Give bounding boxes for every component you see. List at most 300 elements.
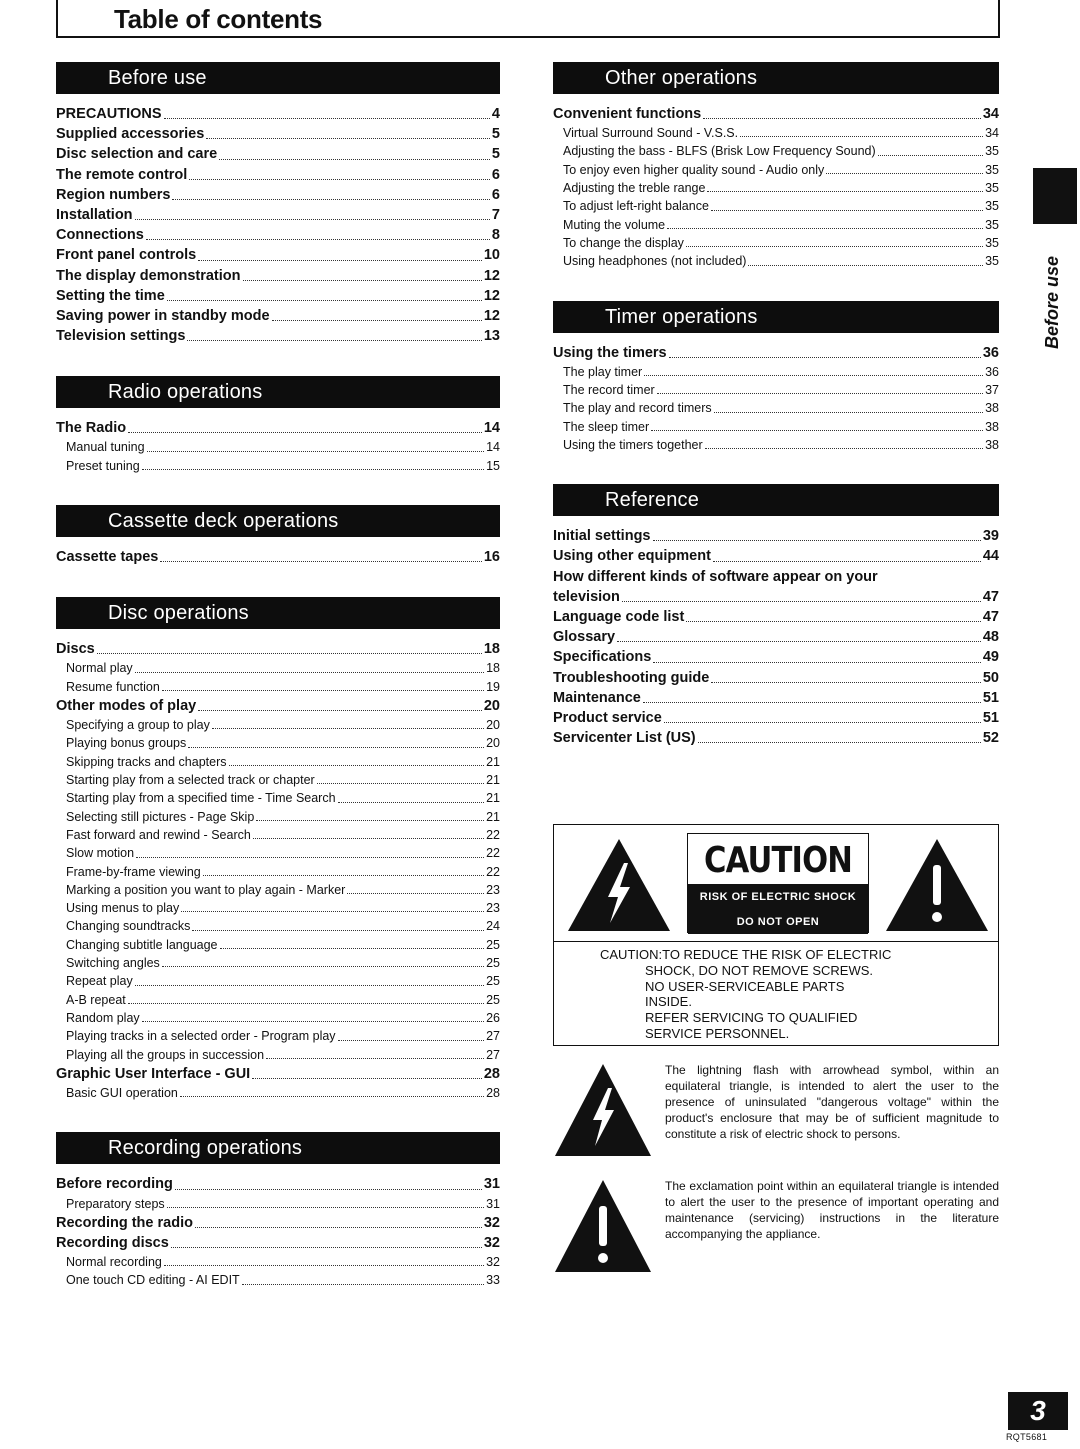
toc-entry-label: Selecting still pictures - Page Skip (66, 809, 255, 824)
toc-entry[interactable] (553, 728, 999, 748)
section-header: Other operations (553, 62, 999, 94)
toc-page-number: 21 (486, 754, 500, 769)
toc-page-number: 8 (491, 227, 500, 244)
toc-page-number: 25 (486, 937, 500, 952)
exclamation-note-icon (553, 1178, 653, 1274)
toc-page-number: 35 (985, 162, 999, 177)
toc-subentry[interactable] (56, 659, 500, 677)
toc-entry-label: Using the timers together (563, 437, 703, 452)
exclamation-note-block (553, 1178, 999, 1274)
toc-entry-label: Switching angles (66, 956, 160, 971)
toc-entry-label: One touch CD editing - AI EDIT (66, 1273, 240, 1288)
toc-entry-label: Starting play from a selected track or chapter (66, 773, 315, 788)
toc-subentry[interactable] (56, 1046, 500, 1064)
toc-page-number: 27 (486, 1029, 500, 1044)
toc-entry-label: Adjusting the treble range (563, 181, 706, 196)
toc-entry[interactable] (56, 286, 500, 306)
leader-dots (714, 411, 983, 413)
toc-entry-label: Recording the radio (56, 1214, 193, 1231)
toc-entry-label: Changing subtitle language (66, 937, 218, 952)
toc-subentry[interactable] (56, 936, 500, 954)
leader-dots (644, 374, 983, 376)
caution-box (553, 824, 999, 1046)
toc-entry-label: Frame-by-frame viewing (66, 864, 201, 879)
toc-page-number: 25 (486, 974, 500, 989)
toc-entry-label: Virtual Surround Sound - V.S.S. (563, 126, 739, 141)
right-column (553, 62, 999, 778)
toc-subentry[interactable] (553, 142, 999, 160)
toc-entry-label: Front panel controls (56, 247, 197, 264)
toc-entry[interactable] (553, 688, 999, 708)
toc-entry[interactable] (56, 245, 500, 265)
toc-page-number: 12 (483, 287, 500, 304)
toc-entry-label: Convenient functions (553, 106, 702, 122)
toc-entry[interactable] (553, 343, 999, 363)
toc-page-number: 27 (486, 1047, 500, 1062)
toc-entry[interactable] (56, 205, 500, 225)
toc-entry[interactable] (56, 1233, 500, 1253)
toc-entry-label: Other modes of play (56, 698, 197, 714)
toc-page-number: 18 (483, 641, 500, 658)
toc-entry-label: Starting play from a specified time - Time Search (66, 791, 336, 806)
side-tab-marker (1033, 168, 1077, 224)
leader-dots (142, 468, 484, 470)
side-tab-label-text: Before use (1042, 255, 1063, 349)
toc-subentry[interactable] (56, 1084, 500, 1102)
toc-page-number: 49 (982, 649, 999, 666)
toc-entry-label: The play timer (563, 364, 643, 379)
leader-dots (128, 1002, 484, 1004)
leader-dots (167, 299, 482, 301)
leader-dots (181, 910, 484, 912)
toc-entry[interactable] (553, 607, 999, 627)
leader-dots (195, 1226, 482, 1228)
toc-entry[interactable] (553, 526, 999, 546)
toc-page-number: 35 (985, 254, 999, 269)
leader-dots (686, 620, 981, 622)
toc-page-number: 22 (486, 864, 500, 879)
side-tab-label (1031, 255, 1075, 349)
toc-entry[interactable] (553, 708, 999, 728)
toc-entry[interactable] (553, 567, 999, 587)
toc-entry[interactable] (56, 1064, 500, 1084)
leader-dots (338, 1039, 485, 1041)
caution-text-line: SERVICE PERSONNEL. (645, 1025, 790, 1041)
toc-page-number: 51 (982, 709, 999, 726)
toc-entry-label: Region numbers (56, 186, 171, 203)
toc-page-number: 6 (491, 186, 500, 203)
toc-page-number: 12 (483, 267, 500, 284)
leader-dots (651, 429, 983, 431)
toc-page-number: 35 (985, 181, 999, 196)
toc-page-number: 19 (486, 679, 500, 694)
toc-entry[interactable] (56, 639, 500, 659)
toc-entry-label: Preset tuning (66, 458, 140, 473)
leader-dots (243, 279, 482, 281)
leader-dots (135, 984, 484, 986)
toc-entry-label: Playing all the groups in succession (66, 1047, 265, 1062)
toc-subentry[interactable] (553, 418, 999, 436)
section-header: Before use (56, 62, 500, 94)
caution-band-line1: RISK OF ELECTRIC SHOCK (699, 890, 857, 903)
toc-subentry[interactable] (56, 1253, 500, 1271)
toc-entry-label: PRECAUTIONS (56, 106, 162, 122)
document-code: RQT5681 (1006, 1432, 1048, 1442)
caution-band (688, 884, 868, 934)
lightning-note-text: The lightning flash with arrowhead symbol, within an equilateral triangle, is intended to alert the user to the presence of uninsulated "dangerous voltage" within the product's enclosure that may be of sufficient magnitude to constitute a risk of electric shock to persons. (665, 1063, 999, 1141)
leader-dots (162, 965, 484, 967)
toc-entry-label: The remote control (56, 166, 188, 183)
leader-dots (657, 392, 983, 394)
toc-subentry[interactable] (553, 399, 999, 417)
toc-page-number: 51 (982, 689, 999, 706)
leader-dots (192, 929, 484, 931)
toc-page-number: 38 (985, 419, 999, 434)
toc-page-number: 24 (486, 919, 500, 934)
toc-page-number: 44 (982, 548, 999, 565)
leader-dots (826, 172, 983, 174)
leader-dots (643, 701, 981, 703)
toc-page-number: 20 (486, 718, 500, 733)
toc-subentry[interactable] (56, 716, 500, 734)
toc-entry[interactable] (56, 547, 500, 567)
toc-list (56, 547, 500, 567)
toc-page-number: 25 (486, 992, 500, 1007)
toc-entry-label: Muting the volume (563, 217, 666, 232)
toc-page-number: 52 (982, 730, 999, 747)
toc-page-number: 38 (985, 401, 999, 416)
toc-page-number: 34 (985, 126, 999, 141)
toc-entry[interactable] (56, 124, 500, 144)
toc-page-number: 28 (483, 1065, 500, 1082)
caution-divider (554, 941, 998, 942)
toc-subentry[interactable] (553, 197, 999, 215)
leader-dots (242, 1283, 484, 1285)
toc-subentry[interactable] (56, 1195, 500, 1213)
title-box (56, 0, 1000, 38)
toc-entry-label: Fast forward and rewind - Search (66, 827, 251, 842)
toc-entry-label: television (553, 588, 620, 605)
section-header: Timer operations (553, 301, 999, 333)
toc-page-number: 6 (491, 166, 500, 183)
leader-dots (97, 652, 482, 654)
page-title: Table of contents (114, 4, 323, 34)
toc-subentry[interactable] (553, 234, 999, 252)
toc-entry[interactable] (56, 418, 500, 438)
toc-entry[interactable] (56, 1213, 500, 1233)
toc-page-number: 47 (982, 588, 999, 605)
toc-entry[interactable] (553, 587, 999, 607)
toc-page-number: 21 (486, 791, 500, 806)
toc-entry-label: Repeat play (66, 974, 133, 989)
leader-dots (160, 560, 482, 562)
leader-dots (256, 819, 484, 821)
toc-entry-label: Using other equipment (553, 548, 711, 565)
toc-page-number: 35 (985, 235, 999, 250)
leader-dots (146, 238, 490, 240)
toc-entry-label: Specifying a group to play (66, 718, 210, 733)
toc-entry[interactable] (56, 225, 500, 245)
toc-subentry[interactable] (553, 216, 999, 234)
leader-dots (164, 117, 490, 119)
toc-list (56, 639, 500, 1102)
toc-page-number: 31 (483, 1176, 500, 1193)
exclamation-note-text: The exclamation point within an equilateral triangle is intended to alert the user to the presence of important operating and maintenance (servicing) instructions in the literature accompanying the appliance. (665, 1179, 999, 1241)
leader-dots (164, 1264, 484, 1266)
toc-entry-label: Manual tuning (66, 440, 145, 455)
leader-dots (136, 856, 484, 858)
toc-subentry[interactable] (56, 678, 500, 696)
toc-page-number: 35 (985, 199, 999, 214)
toc-entry-label: Installation (56, 206, 133, 223)
leader-dots (180, 1095, 484, 1097)
leader-dots (229, 764, 485, 766)
toc-entry-label: Servicenter List (US) (553, 730, 696, 747)
toc-page-number: 47 (982, 608, 999, 625)
caution-text-line: INSIDE. (645, 994, 692, 1010)
toc-page-number: 28 (486, 1086, 500, 1101)
section-header: Recording operations (56, 1132, 500, 1164)
caution-text-line: SHOCK, DO NOT REMOVE SCREWS. (645, 962, 874, 978)
toc-page-number: 15 (486, 458, 500, 473)
toc-entry-label: Setting the time (56, 287, 165, 304)
toc-entry-label: Initial settings (553, 528, 651, 545)
leader-dots (198, 259, 482, 261)
toc-entry-label: Saving power in standby mode (56, 307, 270, 324)
toc-list (56, 104, 500, 346)
leader-dots (347, 892, 484, 894)
toc-entry-label: To change the display (563, 235, 684, 250)
caution-text-line: CAUTION:TO REDUCE THE RISK OF ELECTRIC (600, 947, 892, 962)
toc-page-number: 36 (982, 344, 999, 361)
lightning-warning-icon (566, 837, 672, 933)
toc-list (56, 1174, 500, 1289)
leader-dots (686, 245, 983, 247)
leader-dots (698, 741, 981, 743)
toc-subentry[interactable] (553, 381, 999, 399)
toc-entry-label: A-B repeat (66, 992, 126, 1007)
toc-entry[interactable] (56, 185, 500, 205)
toc-subentry[interactable] (553, 179, 999, 197)
toc-page-number: 32 (483, 1234, 500, 1251)
leader-dots (703, 117, 981, 119)
toc-entry-label: Television settings (56, 328, 186, 345)
toc-page-number: 5 (491, 126, 500, 143)
toc-subentry[interactable] (56, 438, 500, 456)
toc-entry[interactable] (56, 266, 500, 286)
toc-entry[interactable] (56, 144, 500, 164)
toc-entry-label: Playing bonus groups (66, 736, 187, 751)
toc-subentry[interactable] (56, 991, 500, 1009)
leader-dots (172, 198, 490, 200)
toc-subentry[interactable] (553, 252, 999, 270)
left-column (56, 62, 500, 1320)
toc-page-number: 25 (486, 956, 500, 971)
leader-dots (878, 154, 983, 156)
toc-page-number: 39 (982, 528, 999, 545)
toc-entry[interactable] (553, 668, 999, 688)
toc-page-number: 37 (985, 383, 999, 398)
leader-dots (266, 1057, 484, 1059)
leader-dots (128, 431, 482, 433)
toc-page-number: 23 (486, 882, 500, 897)
toc-entry[interactable] (553, 627, 999, 647)
caution-band-line2: DO NOT OPEN (736, 915, 820, 928)
toc-entry[interactable] (553, 104, 999, 124)
caution-label (687, 833, 869, 933)
toc-subentry[interactable] (56, 1009, 500, 1027)
toc-page-number: 48 (982, 629, 999, 646)
toc-entry[interactable] (56, 165, 500, 185)
toc-entry-label: Adjusting the bass - BLFS (Brisk Low Frequency Sound) (563, 144, 876, 159)
leader-dots (317, 782, 484, 784)
toc-entry-label: Resume function (66, 679, 160, 694)
toc-page-number: 22 (486, 827, 500, 842)
leader-dots (711, 209, 983, 211)
caution-text-line: REFER SERVICING TO QUALIFIED (645, 1010, 858, 1026)
caution-word: CAUTION (704, 840, 852, 881)
toc-entry-label: Playing tracks in a selected order - Program play (66, 1029, 336, 1044)
caution-text (600, 947, 891, 1042)
toc-subentry[interactable] (56, 917, 500, 935)
toc-entry-label: Specifications (553, 649, 652, 666)
toc-page-number: 38 (985, 437, 999, 452)
exclamation-warning-icon (884, 837, 990, 933)
toc-subentry[interactable] (56, 863, 500, 881)
toc-list (553, 526, 999, 748)
leader-dots (338, 801, 485, 803)
leader-dots (147, 450, 485, 452)
toc-subentry[interactable] (56, 1271, 500, 1289)
toc-entry-label: To adjust left-right balance (563, 199, 709, 214)
leader-dots (252, 1077, 482, 1079)
toc-entry-label: Maintenance (553, 689, 641, 706)
toc-page-number: 5 (491, 146, 500, 163)
section-header: Cassette deck operations (56, 505, 500, 537)
toc-subentry[interactable] (56, 1027, 500, 1045)
toc-subentry[interactable] (56, 826, 500, 844)
leader-dots (175, 1188, 482, 1190)
toc-entry-label: Discs (56, 641, 95, 658)
leader-dots (667, 227, 983, 229)
toc-subentry[interactable] (553, 124, 999, 142)
toc-subentry[interactable] (553, 161, 999, 179)
lightning-note-block (553, 1062, 999, 1162)
toc-subentry[interactable] (56, 954, 500, 972)
section-header: Reference (553, 484, 999, 516)
leader-dots (705, 447, 983, 449)
leader-dots (219, 158, 490, 160)
page-number: 3 (1008, 1392, 1068, 1430)
toc-subentry[interactable] (56, 881, 500, 899)
toc-entry-label: Troubleshooting guide (553, 669, 710, 686)
leader-dots (253, 837, 484, 839)
toc-entry-label: Recording discs (56, 1234, 169, 1251)
leader-dots (203, 874, 484, 876)
toc-entry-label: The sleep timer (563, 419, 650, 434)
toc-entry-label: Supplied accessories (56, 126, 205, 143)
leader-dots (748, 264, 983, 266)
leader-dots (135, 218, 490, 220)
toc-subentry[interactable] (56, 771, 500, 789)
toc-page-number: 35 (985, 217, 999, 232)
toc-page-number: 26 (486, 1010, 500, 1025)
section-header: Disc operations (56, 597, 500, 629)
toc-subentry[interactable] (56, 808, 500, 826)
toc-page-number: 20 (483, 698, 500, 714)
toc-subentry[interactable] (56, 972, 500, 990)
toc-entry-label: Changing soundtracks (66, 919, 191, 934)
toc-subentry[interactable] (553, 363, 999, 381)
toc-page-number: 20 (486, 736, 500, 751)
toc-entry[interactable] (56, 104, 500, 124)
toc-entry[interactable] (56, 1174, 500, 1194)
toc-page-number: 50 (982, 669, 999, 686)
toc-page-number: 21 (486, 773, 500, 788)
toc-subentry[interactable] (56, 899, 500, 917)
toc-entry-label: Preparatory steps (66, 1196, 165, 1211)
leader-dots (653, 661, 981, 663)
leader-dots (272, 319, 482, 321)
leader-dots (669, 356, 981, 358)
toc-entry-label: Glossary (553, 629, 616, 646)
toc-entry-label: The play and record timers (563, 401, 712, 416)
toc-subentry[interactable] (56, 789, 500, 807)
leader-dots (206, 137, 490, 139)
toc-entry[interactable] (56, 326, 500, 346)
toc-page-number: 21 (486, 809, 500, 824)
toc-entry-label: Language code list (553, 608, 685, 625)
toc-entry-label: The Radio (56, 420, 127, 437)
leader-dots (740, 135, 983, 137)
toc-entry[interactable] (56, 306, 500, 326)
toc-entry[interactable] (56, 696, 500, 716)
toc-page-number: 31 (486, 1196, 500, 1211)
toc-entry-label: Using the timers (553, 344, 667, 361)
toc-subentry[interactable] (56, 457, 500, 475)
toc-subentry[interactable] (56, 734, 500, 752)
toc-entry-label: Before recording (56, 1176, 173, 1193)
toc-page-number: 22 (486, 846, 500, 861)
toc-entry[interactable] (553, 647, 999, 667)
leader-dots (622, 600, 981, 602)
toc-page-number: 16 (483, 549, 500, 566)
toc-entry-label: The display demonstration (56, 267, 241, 284)
toc-subentry[interactable] (56, 844, 500, 862)
toc-page-number: 14 (483, 420, 500, 437)
toc-subentry[interactable] (553, 436, 999, 454)
toc-page-number: 23 (486, 901, 500, 916)
toc-entry[interactable] (553, 546, 999, 566)
leader-dots (167, 1206, 484, 1208)
toc-entry-label: Product service (553, 709, 662, 726)
leader-dots (187, 339, 481, 341)
toc-entry-label: Graphic User Interface - GUI (56, 1065, 251, 1082)
leader-dots (713, 560, 981, 562)
toc-list (56, 418, 500, 475)
leader-dots (135, 671, 484, 673)
toc-subentry[interactable] (56, 753, 500, 771)
toc-page-number: 4 (491, 106, 500, 122)
leader-dots (617, 640, 981, 642)
leader-dots (162, 689, 484, 691)
toc-entry-label: Normal play (66, 661, 133, 676)
toc-list (553, 104, 999, 271)
toc-page-number: 18 (486, 661, 500, 676)
toc-entry-label: Normal recording (66, 1255, 162, 1270)
toc-entry-label: How different kinds of software appear on your (553, 568, 878, 585)
toc-entry-label: Connections (56, 227, 144, 244)
